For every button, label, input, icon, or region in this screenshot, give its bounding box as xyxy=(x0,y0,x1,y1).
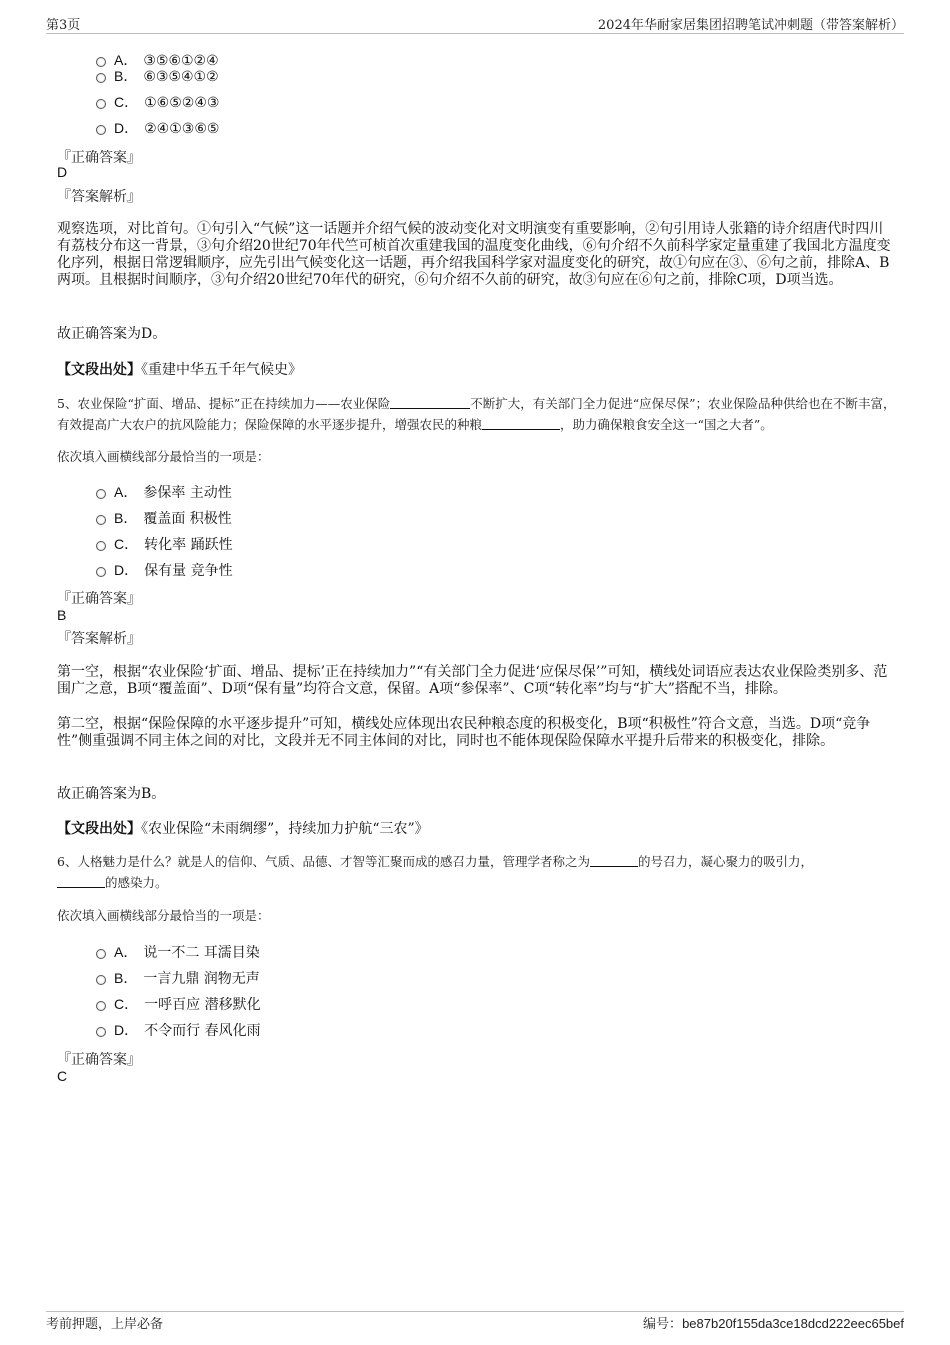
q4-source: 【文段出处】《重建中华五千年气候史》 xyxy=(57,362,302,378)
q4-option-d[interactable]: D． ②④①③⑥⑤ xyxy=(96,119,219,138)
radio-icon[interactable] xyxy=(96,99,106,109)
q6-answer-label: 『正确答案』 xyxy=(57,1052,141,1068)
page-footer xyxy=(46,1313,904,1333)
q5-option-c[interactable]: C． 转化率 踊跃性 xyxy=(96,535,233,554)
document-title: 2024年华耐家居集团招聘笔试冲刺题（带答案解析） xyxy=(597,18,904,33)
q5-analysis-2: 第二空，根据“保险保障的水平逐步提升”可知，横线处应体现出农民种粮态度的积极变化，B项“积极性”符合文意，当选。D项“竞争性”侧重强调不同主体之间的对比，文段并无不同主体间的对比，同时也不能体现保险保障水平提升后带来的积极变化，排除。 xyxy=(57,716,871,749)
q5-answer: B xyxy=(57,607,67,623)
footer-divider xyxy=(46,1311,904,1312)
header-divider xyxy=(46,33,904,34)
q5-answer-label: 『正确答案』 xyxy=(57,591,141,607)
q6-stem: 6、人格魅力是什么？就是人的信仰、气质、品德、才智等汇聚而成的感召力量，管理学者称之为 的号召力，凝心聚力的吸引力，的感染力。 xyxy=(57,854,813,890)
radio-icon[interactable] xyxy=(96,125,106,135)
q5-conclusion: 故正确答案为B。 xyxy=(57,786,166,802)
q4-option-a[interactable]: A． ③⑤⑥①②④ xyxy=(96,51,219,70)
radio-icon[interactable] xyxy=(96,541,106,551)
q5-source: 【文段出处】《农业保险“未雨绸缪”，持续加力护航“三农”》 xyxy=(57,821,429,837)
q5-blank-1 xyxy=(390,395,470,409)
q5-analysis-1: 第一空，根据“农业保险‘扩面、增品、提标’正在持续加力”“有关部门全力促进‘应保尽保’”可知，横线处词语应表达农业保险类别多、范围广之意，B项“覆盖面”、D项“保有量”均符合文意，保留。A项“参保率”、C项“转化率”均与“扩大”搭配不当，排除。 xyxy=(57,664,888,697)
q6-blank-2 xyxy=(57,874,105,888)
q6-option-d[interactable]: D． 不令而行 春风化雨 xyxy=(96,1021,261,1040)
radio-icon[interactable] xyxy=(96,949,106,959)
radio-icon[interactable] xyxy=(96,567,106,577)
radio-icon[interactable] xyxy=(96,489,106,499)
q6-blank-1 xyxy=(590,853,638,867)
q5-instruction: 依次填入画横线部分最恰当的一项是： xyxy=(57,449,270,464)
q6-instruction: 依次填入画横线部分最恰当的一项是： xyxy=(57,908,270,923)
q6-option-a[interactable]: A． 说一不二 耳濡目染 xyxy=(96,943,260,962)
q4-analysis-label: 『答案解析』 xyxy=(57,189,141,205)
q5-option-a[interactable]: A． 参保率 主动性 xyxy=(96,483,232,502)
q4-option-c[interactable]: C． ①⑥⑤②④③ xyxy=(96,93,219,112)
q5-option-d[interactable]: D． 保有量 竞争性 xyxy=(96,561,233,580)
q4-answer: D xyxy=(57,164,68,180)
q4-analysis: 观察选项，对比首句。①句引入“气候”这一话题并介绍气候的波动变化对文明演变有重要影响，②句引用诗人张籍的诗介绍唐代时四川有荔枝分布这一背景，③句介绍20世纪70年代竺可桢首次重建我国的温度变化曲线，⑥句介绍不久前科学家定量重建了我国北方温度变化序列，根据日常逻辑顺序，应先引出气候变化这一话题，再介绍我国科学家对温度变化的研究，故①句应在③、⑥句之前，排除A、B两项。且根据时间顺序，③句介绍20世纪70年代的研究，⑥句介绍不久前的研究，故③句应在⑥句之前，排除C项，D项当选。 xyxy=(57,221,891,288)
radio-icon[interactable] xyxy=(96,73,106,83)
q5-option-b[interactable]: B． 覆盖面 积极性 xyxy=(96,509,232,528)
footer-slogan: 考前押题，上岸必备 xyxy=(46,1317,164,1332)
q5-analysis-label: 『答案解析』 xyxy=(57,631,141,647)
page-number: 第3页 xyxy=(46,18,81,33)
radio-icon[interactable] xyxy=(96,1027,106,1037)
q6-option-c[interactable]: C． 一呼百应 潜移默化 xyxy=(96,995,261,1014)
document-code: 编号：be87b20f155da3ce18dcd222eec65bef xyxy=(643,1316,904,1332)
page-header xyxy=(46,14,904,34)
q4-conclusion: 故正确答案为D。 xyxy=(57,326,167,342)
radio-icon[interactable] xyxy=(96,515,106,525)
q6-answer: C xyxy=(57,1068,68,1084)
q6-option-b[interactable]: B． 一言九鼎 润物无声 xyxy=(96,969,260,988)
radio-icon[interactable] xyxy=(96,57,106,67)
q4-answer-label: 『正确答案』 xyxy=(57,150,141,166)
q5-stem: 5、农业保险“扩面、增品、提标”正在持续加力——农业保险 不断扩大，有关部门全力促进“应保尽保”；农业保险品种供给也在不断丰富，有效提高广大农户的抗风险能力；保险保障的水平逐步提升，增强农民的种粮 ，助力确保粮食安全这一“国之大者”。 xyxy=(57,396,896,432)
radio-icon[interactable] xyxy=(96,975,106,985)
q5-blank-2 xyxy=(482,416,560,430)
q4-option-b[interactable]: B． ⑥③⑤④①② xyxy=(96,67,219,86)
radio-icon[interactable] xyxy=(96,1001,106,1011)
